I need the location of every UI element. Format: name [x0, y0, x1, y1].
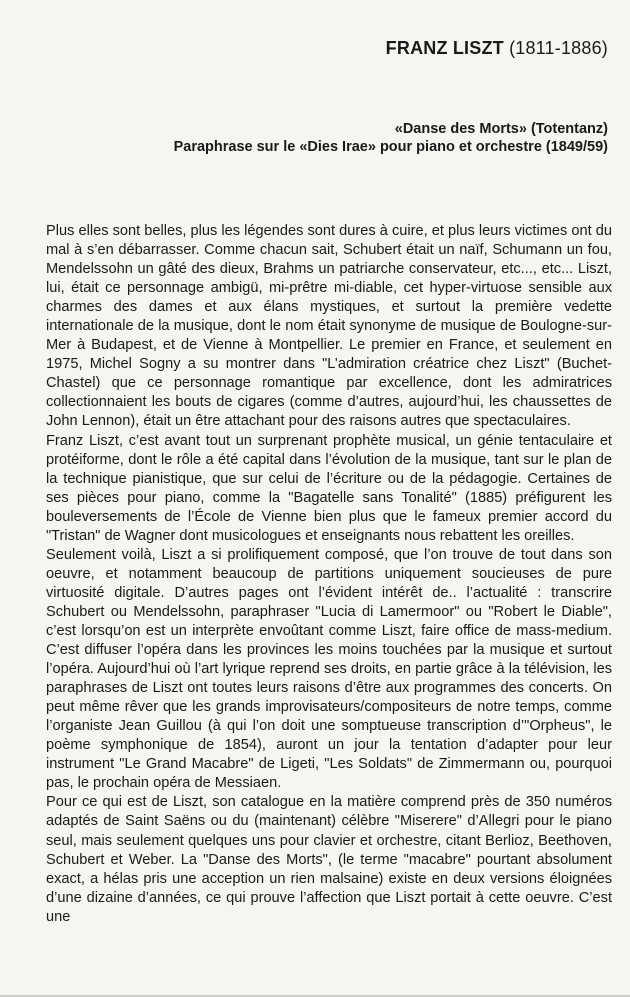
paragraph: Seulement voilà, Liszt a si prolifiquement composé, que l’on trouve de tout dans son oeuvre, et notamment beaucoup de partitions uniquement soucieuses de pure virtuosité digitale. D’autres pages ont l’évident intérêt de.. l’actualité : transcrire Schubert ou Mendelssohn, paraphraser "Lucia di Lamermoor" ou "Robert le Diable", c’est lorsqu’on est un interprète envoûtant comme Liszt, faire office de mass-medium. C’est diffuser l’opéra dans les provinces les moins touchées par la musique et surtout l’opéra. Aujourd’hui où l’art lyrique reprend ses droits, en partie grâce à la télévision, les paraphrases de Liszt ont toutes leurs raisons d’être aux programmes des concerts. On peut même rêver que les grands improvisateurs/compositeurs de notre temps, comme l’organiste Jean Guillou (à qui l’on doit une somptueuse transcription d’"Orpheus", le poème symphonique de 1854), auront un jour la tentation d’adapter pour leur instrument "Le Grand Macabre" de Ligeti, "Les Soldats" de Zimmermann ou, pourquoi pas, le prochain opéra de Messiaen. [46, 546, 612, 792]
article-body [46, 222, 612, 927]
composer-name: FRANZ LISZT [385, 38, 504, 58]
paragraph: Pour ce qui est de Liszt, son catalogue en la matière comprend près de 350 numéros adaptés de Saint Saëns ou du (maintenant) célèbre "Miserere" d’Allegri pour le piano seul, mais seulement quelques uns pour clavier et orchestre, citant Berlioz, Beethoven, Schubert et Weber. La "Danse des Morts", (le terme "macabre" pourtant absolument exact, a hélas pris une acception un rien malsaine) existe en deux versions éloignées d’une dizaine d’années, ce qui prouve l’affection que Liszt portait à cette oeuvre. C’est une [46, 794, 612, 925]
composer-years: (1811-1886) [509, 38, 608, 58]
paragraph: Franz Liszt, c’est avant tout un surprenant prophète musical, un génie tentaculaire et protéiforme, dont le rôle a été capital dans l’évolution de la musique, tant sur le plan de la technique pianistique, que sur celui de l’écriture ou de la pédagogie. Certaines de ses pièces pour piano, comme la "Bagatelle sans Tonalité" (1885) préfigurent les bouleversements de l’École de Vienne bien plus que le fameux premier accord du "Tristan" de Wagner dont musicologues et enseignants nous rebattent les oreilles. [46, 432, 612, 544]
work-subtitle: Paraphrase sur le «Dies Irae» pour piano et orchestre (1849/59) [173, 139, 608, 155]
composer-heading [386, 38, 608, 59]
paragraph: Plus elles sont belles, plus les légendes sont dures à cuire, et plus leurs victimes ont du mal à s’en débarrasser. Comme chacun sait, Schubert était un naïf, Schumann un fou, Mendelssohn un gâté des dieux, Brahms un patriarche conservateur, etc..., etc... Liszt, lui, était ce personnage ambigü, mi-prêtre mi-diable, cet hyper-virtuose sensible aux charmes des dames et aux élans mystiques, et surtout la première vedette internationale de la musique, dont le nom était synonyme de musique de Boulogne-sur-Mer à Budapest, et de Vienne à Montpellier. Le premier en France, et seulement en 1975, Michel Sogny a su montrer dans "L’admiration créatrice chez Liszt" (Buchet-Chastel) que ce personnage romantique par excellence, dont les admiratrices collectionnaient les bouts de cigares (comme d’autres, aujourd’hui, les chaussettes de John Lennon), était un être attachant pour des raisons autres que spectaculaires. [46, 223, 612, 430]
work-title: «Danse des Morts» (Totentanz) [394, 121, 608, 137]
